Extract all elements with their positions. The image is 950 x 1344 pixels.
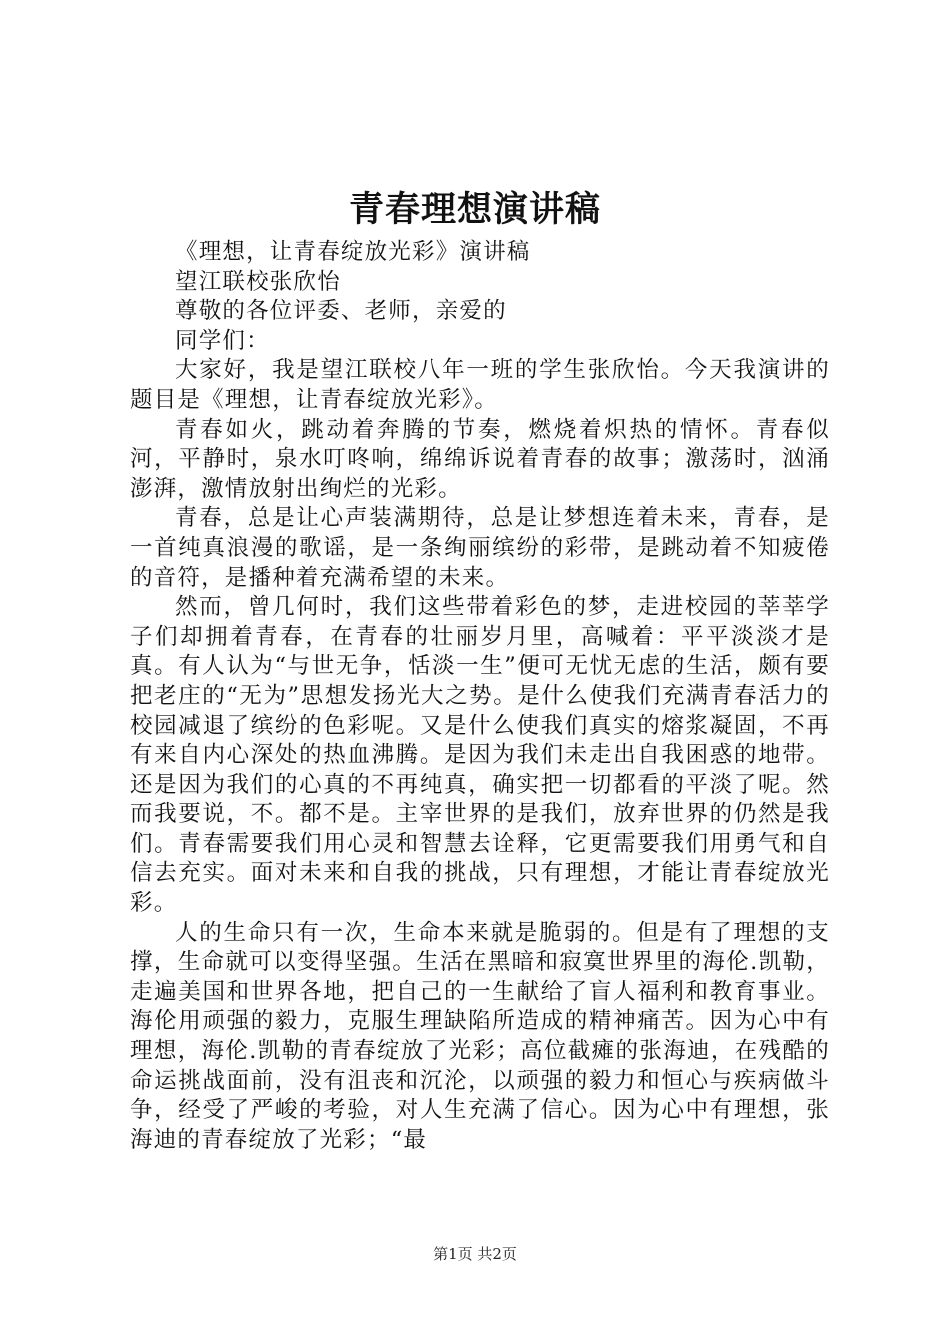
- paragraph: 青春，总是让心声装满期待，总是让梦想连着未来，青春，是一首纯真浪漫的歌谣，是一条绚丽缤纷的彩带，是跳动着不知疲倦的音符，是播种着充满希望的未来。: [130, 505, 830, 591]
- paragraph: 大家好，我是望江联校八年一班的学生张欣怡。今天我演讲的题目是《理想，让青春绽放光彩》。: [130, 357, 830, 413]
- salutation-continuation: 同学们：: [175, 327, 270, 354]
- salutation-line: 尊敬的各位评委、老师，亲爱的: [175, 298, 507, 325]
- paragraph: 青春如火，跳动着奔腾的节奏，燃烧着炽热的情怀。青春似河，平静时，泉水叮咚响，绵绵诉说着青春的故事；激荡时，汹涌澎湃，激情放射出绚烂的光彩。: [130, 416, 830, 502]
- paragraph: 人的生命只有一次，生命本来就是脆弱的。但是有了理想的支撑，生命就可以变得坚强。生活在黑暗和寂寞世界里的海伦.凯勒，走遍美国和世界各地，把自己的一生献给了盲人福利和教育事业。海伦用顽强的毅力，克服生理缺陷所造成的精神痛苦。因为心中有理想，海伦.凯勒的青春绽放了光彩；高位截瘫的张海迪，在残酷的命运挑战面前，没有沮丧和沉沦，以顽强的毅力和恒心与疾病做斗争，经受了严峻的考验，对人生充满了信心。因为心中有理想，张海迪的青春绽放了光彩；“最: [130, 919, 830, 1153]
- paragraph: 然而，曾几何时，我们这些带着彩色的梦，走进校园的莘莘学子们却拥着青春，在青春的壮丽岁月里，高喊着：平平淡淡才是真。有人认为“与世无争，恬淡一生”便可无忧无虑的生活，颇有要把老庄的“无为”思想发扬光大之势。是什么使我们充满青春活力的校园减退了缤纷的色彩呢。又是什么使我们真实的熔浆凝固，不再有来自内心深处的热血沸腾。是因为我们未走出自我困惑的地带。还是因为我们的心真的不再纯真，确实把一切都看的平淡了呢。然而我要说，不。都不是。主宰世界的是我们，放弃世界的仍然是我们。青春需要我们用心灵和智慧去诠释，它更需要我们用勇气和自信去充实。面对未来和自我的挑战，只有理想，才能让青春绽放光彩。: [130, 594, 830, 917]
- speaker-line: 望江联校张欣怡: [175, 268, 341, 295]
- document-title: 青春理想演讲稿: [348, 189, 601, 230]
- page-footer: 第1页 共2页: [433, 1245, 517, 1263]
- document-body: [130, 238, 830, 1155]
- speech-subtitle: 《理想，让青春绽放光彩》演讲稿: [175, 239, 531, 265]
